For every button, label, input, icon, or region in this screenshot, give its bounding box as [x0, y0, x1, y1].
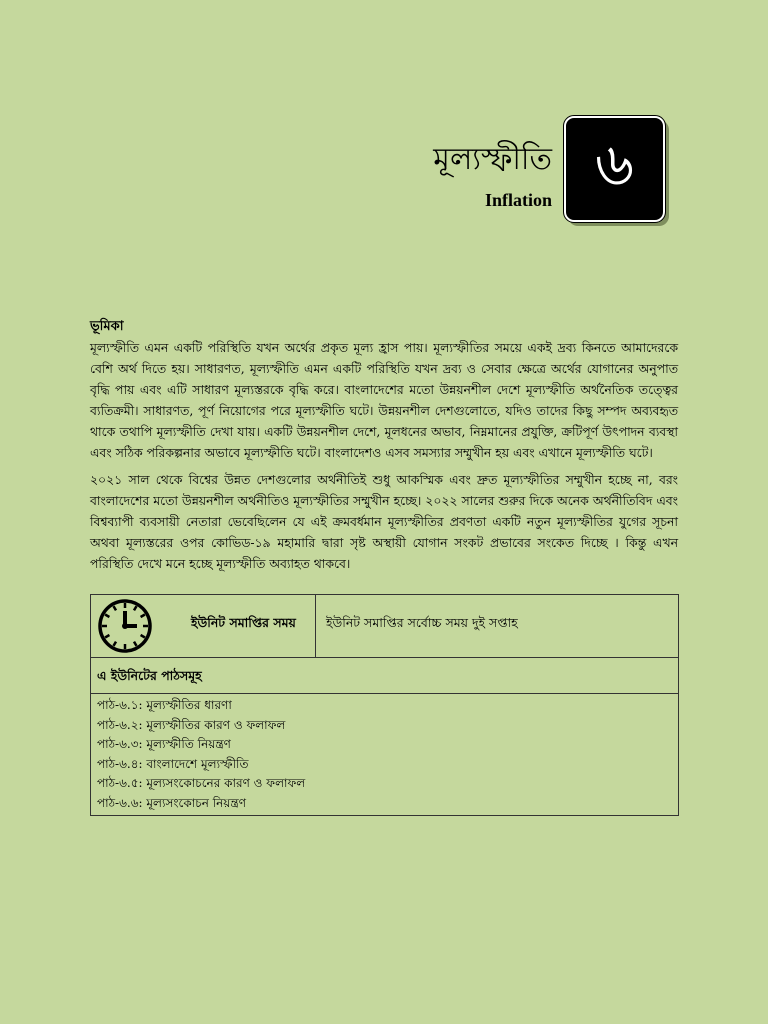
chapter-number: ৬: [594, 130, 634, 200]
unit-time-row: [91, 595, 678, 658]
unit-time-label-cell: [91, 595, 316, 657]
clock-icon: [97, 598, 153, 654]
lesson-list: [91, 694, 678, 815]
chapter-subtitle: Inflation: [484, 190, 552, 210]
unit-time-value: ইউনিট সমাপ্তির সর্বোচ্চ সময় দুই সপ্তাহ: [326, 615, 518, 630]
lessons-heading: এ ইউনিটের পাঠসমূহ: [91, 658, 678, 694]
introduction-section: [90, 316, 678, 580]
introduction-paragraph-2: ২০২১ সাল থেকে বিশ্বের উন্নত দেশগুলোর অর্থনীতিই শুধু আকস্মিক এবং দ্রুত মূল্যস্ফীতির সম্মুখীন হচ্ছে না, বরং বাংলাদেশের মতো উন্নয়নশীল অর্থনীতিও মূল্যস্ফীতির সম্মুখীন হচ্ছে। ২০২২ সালের শুরুর দিকে অনেক অর্থনীতিবিদ এবং বিশ্বব্যাপী ব্যবসায়ী নেতারা ভেবেছিলেন যে এই ক্রমবর্ধমান মূল্যস্ফীতির প্রবণতা একটি নতুন মূল্যস্ফীতির যুগের সূচনা অথবা মূল্যস্তরের ওপর কোভিড-১৯ মহামারি দ্বারা সৃষ্ট অস্থায়ী যোগান সংকট প্রভাবের সংকেত দিচ্ছে । কিন্তু এখন পরিস্থিতি দেখে মনে হচ্ছে মূল্যস্ফীতি অব্যাহত থাকবে।: [90, 472, 678, 571]
lesson-item: পাঠ-৬.৫: মূল্যসংকোচনের কারণ ও ফলাফল: [97, 776, 306, 790]
lesson-item: পাঠ-৬.২: মূল্যস্ফীতির কারণ ও ফলাফল: [97, 717, 286, 732]
chapter-number-badge: [564, 116, 665, 222]
introduction-heading: ভূমিকা: [90, 319, 124, 334]
lesson-item: পাঠ-৬.১: মূল্যস্ফীতির ধারণা: [97, 698, 232, 712]
lesson-item: পাঠ-৬.৩: মূল্যস্ফীতি নিয়ন্ত্রণ: [97, 737, 231, 751]
unit-time-label: ইউনিট সমাপ্তির সময়: [191, 615, 296, 630]
lesson-item: পাঠ-৬.৬: মূল্যসংকোচন নিয়ন্ত্রণ: [97, 795, 246, 810]
unit-info-table: [90, 594, 679, 816]
chapter-title: মূল্যস্ফীতি: [433, 142, 552, 177]
lesson-item: পাঠ-৬.৪: বাংলাদেশে মূল্যস্ফীতি: [97, 756, 249, 771]
introduction-paragraph-1: মূল্যস্ফীতি এমন একটি পরিস্থিতি যখন অর্থের প্রকৃত মূল্য হ্রাস পায়। মূল্যস্ফীতির সময়ে একই দ্রব্য কিনতে আমাদেরকে বেশি অর্থ দিতে হয়। সাধারণত, মূল্যস্ফীতি এমন একটি পরিস্থিতি যখন দ্রব্য ও সেবার ক্ষেত্রে অর্থের যোগানের অনুপাত বৃদ্ধি পায় এবং এটি সাধারণ মূল্যস্তরকে বৃদ্ধি করে। বাংলাদেশের মতো উন্নয়নশীল দেশে মূল্যস্ফীতি অর্থনৈতিক তত্ত্বের ব্যতিক্রমী। সাধারণত, পূর্ণ নিয়োগের পরে মূল্যস্ফীতি ঘটে। উন্নয়নশীল দেশগুলোতে, যদিও তাদের কিছু সম্পদ অব্যবহৃত থাকে তথাপি মূল্যস্ফীতি দেখা যায়। একটি উন্নয়নশীল দেশে, মূলধনের অভাব, নিম্নমানের প্রযুক্তি, ক্রটিপূর্ণ উৎপাদন ব্যবস্থা এবং সঠিক পরিকল্পনার অভাবে মূল্যস্ফীতি ঘটে। বাংলাদেশও এসব সমস্যার সম্মুখীন হয় এবং এখানে মূল্যস্ফীতি ঘটে।: [90, 340, 678, 460]
